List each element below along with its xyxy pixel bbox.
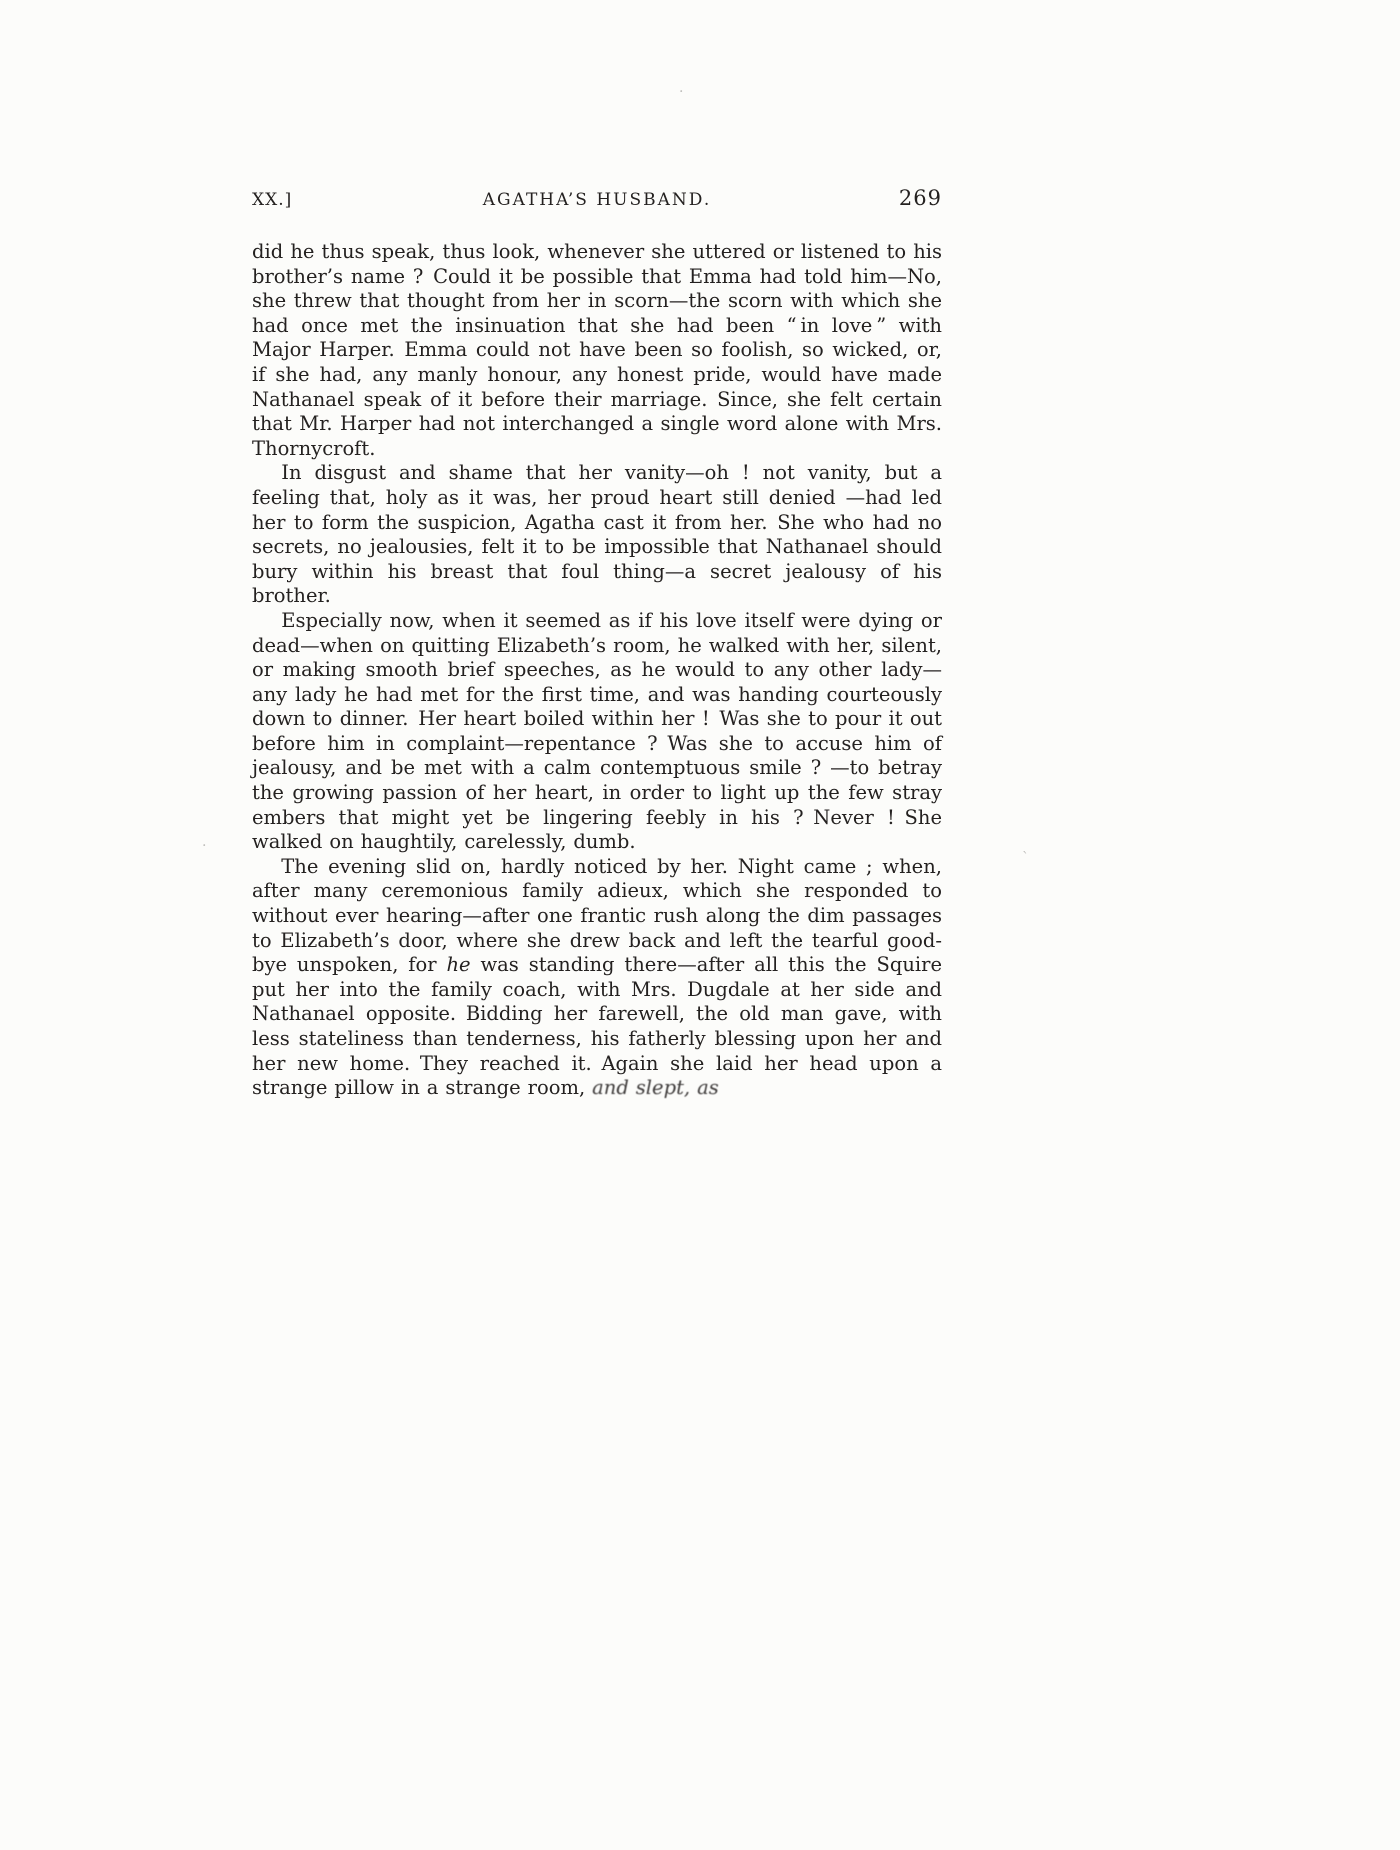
paragraph xyxy=(252,609,942,855)
page-number: 269 xyxy=(898,186,942,210)
text-segment: The evening slid on, hardly noticed by her. Night came ; when, after many ceremonious family adieux, which she responded to without ever hearing—after one frantic rush along the dim passages to Elizabeth’s door, where she drew back and left the tearful good-bye unspoken, for xyxy=(252,854,942,977)
text-segment: and slept, as xyxy=(592,1076,719,1100)
page-header xyxy=(252,186,942,210)
paragraph xyxy=(252,240,942,461)
text-segment: he xyxy=(446,953,471,977)
paragraph xyxy=(252,855,942,1101)
paragraph xyxy=(252,461,942,609)
text-segment: Especially now, when it seemed as if his love itself were dying or dead—when on quitting Elizabeth’s room, he walked with her, silent, or making smooth brief speeches, as he would to any other lady—any lady he had met for the first time, and was handing courteously down to dinner. Her heart boiled within her ! Was she to pour it out before him in complaint—repentance ? Was she to accuse him of jealousy, and be met with a calm contemptuous smile ? —to betray the growing passion of her heart, in order to light up the few stray embers that might yet be lingering feebly in his ? Never ! She walked on haughtily, carelessly, dumb. xyxy=(252,608,942,854)
page-body xyxy=(252,240,942,1101)
text-segment: was standing there—after all this the Squire put her into the family coach, with Mrs. Dugdale at her side and Nathanael opposite. Bidding her farewell, the old man gave, with less stateliness than tenderness, his fatherly blessing upon her and her new home. They reached it. Again she laid her head upon a strange pillow in a strange room, xyxy=(252,953,942,1100)
scan-artifact: ` xyxy=(1022,850,1029,866)
text-segment: In disgust and shame that her vanity—oh ! not vanity, but a feeling that, holy as it was, her proud heart still denied —had led her to form the suspicion, Agatha cast it from her. She who had no secrets, no jealousies, felt it to be impossible that Nathanael should bury within his breast that foul thing—a secret jealousy of his brother. xyxy=(252,461,942,608)
running-title: AGATHA’S HUSBAND. xyxy=(482,190,712,210)
scan-artifact: . xyxy=(202,834,207,850)
text-segment: did he thus speak, thus look, whenever she uttered or listened to his brother’s name ? Could it be possible that Emma had told him—No, she threw that thought from her in scorn—the scorn with which she had once met the insinuation that she had been “ in love ” with Major Harper. Emma could not have been so foolish, so wicked, or, if she had, any manly honour, any honest pride, would have made Nathanael speak of it before their marriage. Since, she felt certain that Mr. Harper had not interchanged a single word alone with Mrs. Thornycroft. xyxy=(252,240,942,460)
chapter-marker: XX.] xyxy=(252,190,293,210)
scan-artifact: · xyxy=(679,84,684,100)
